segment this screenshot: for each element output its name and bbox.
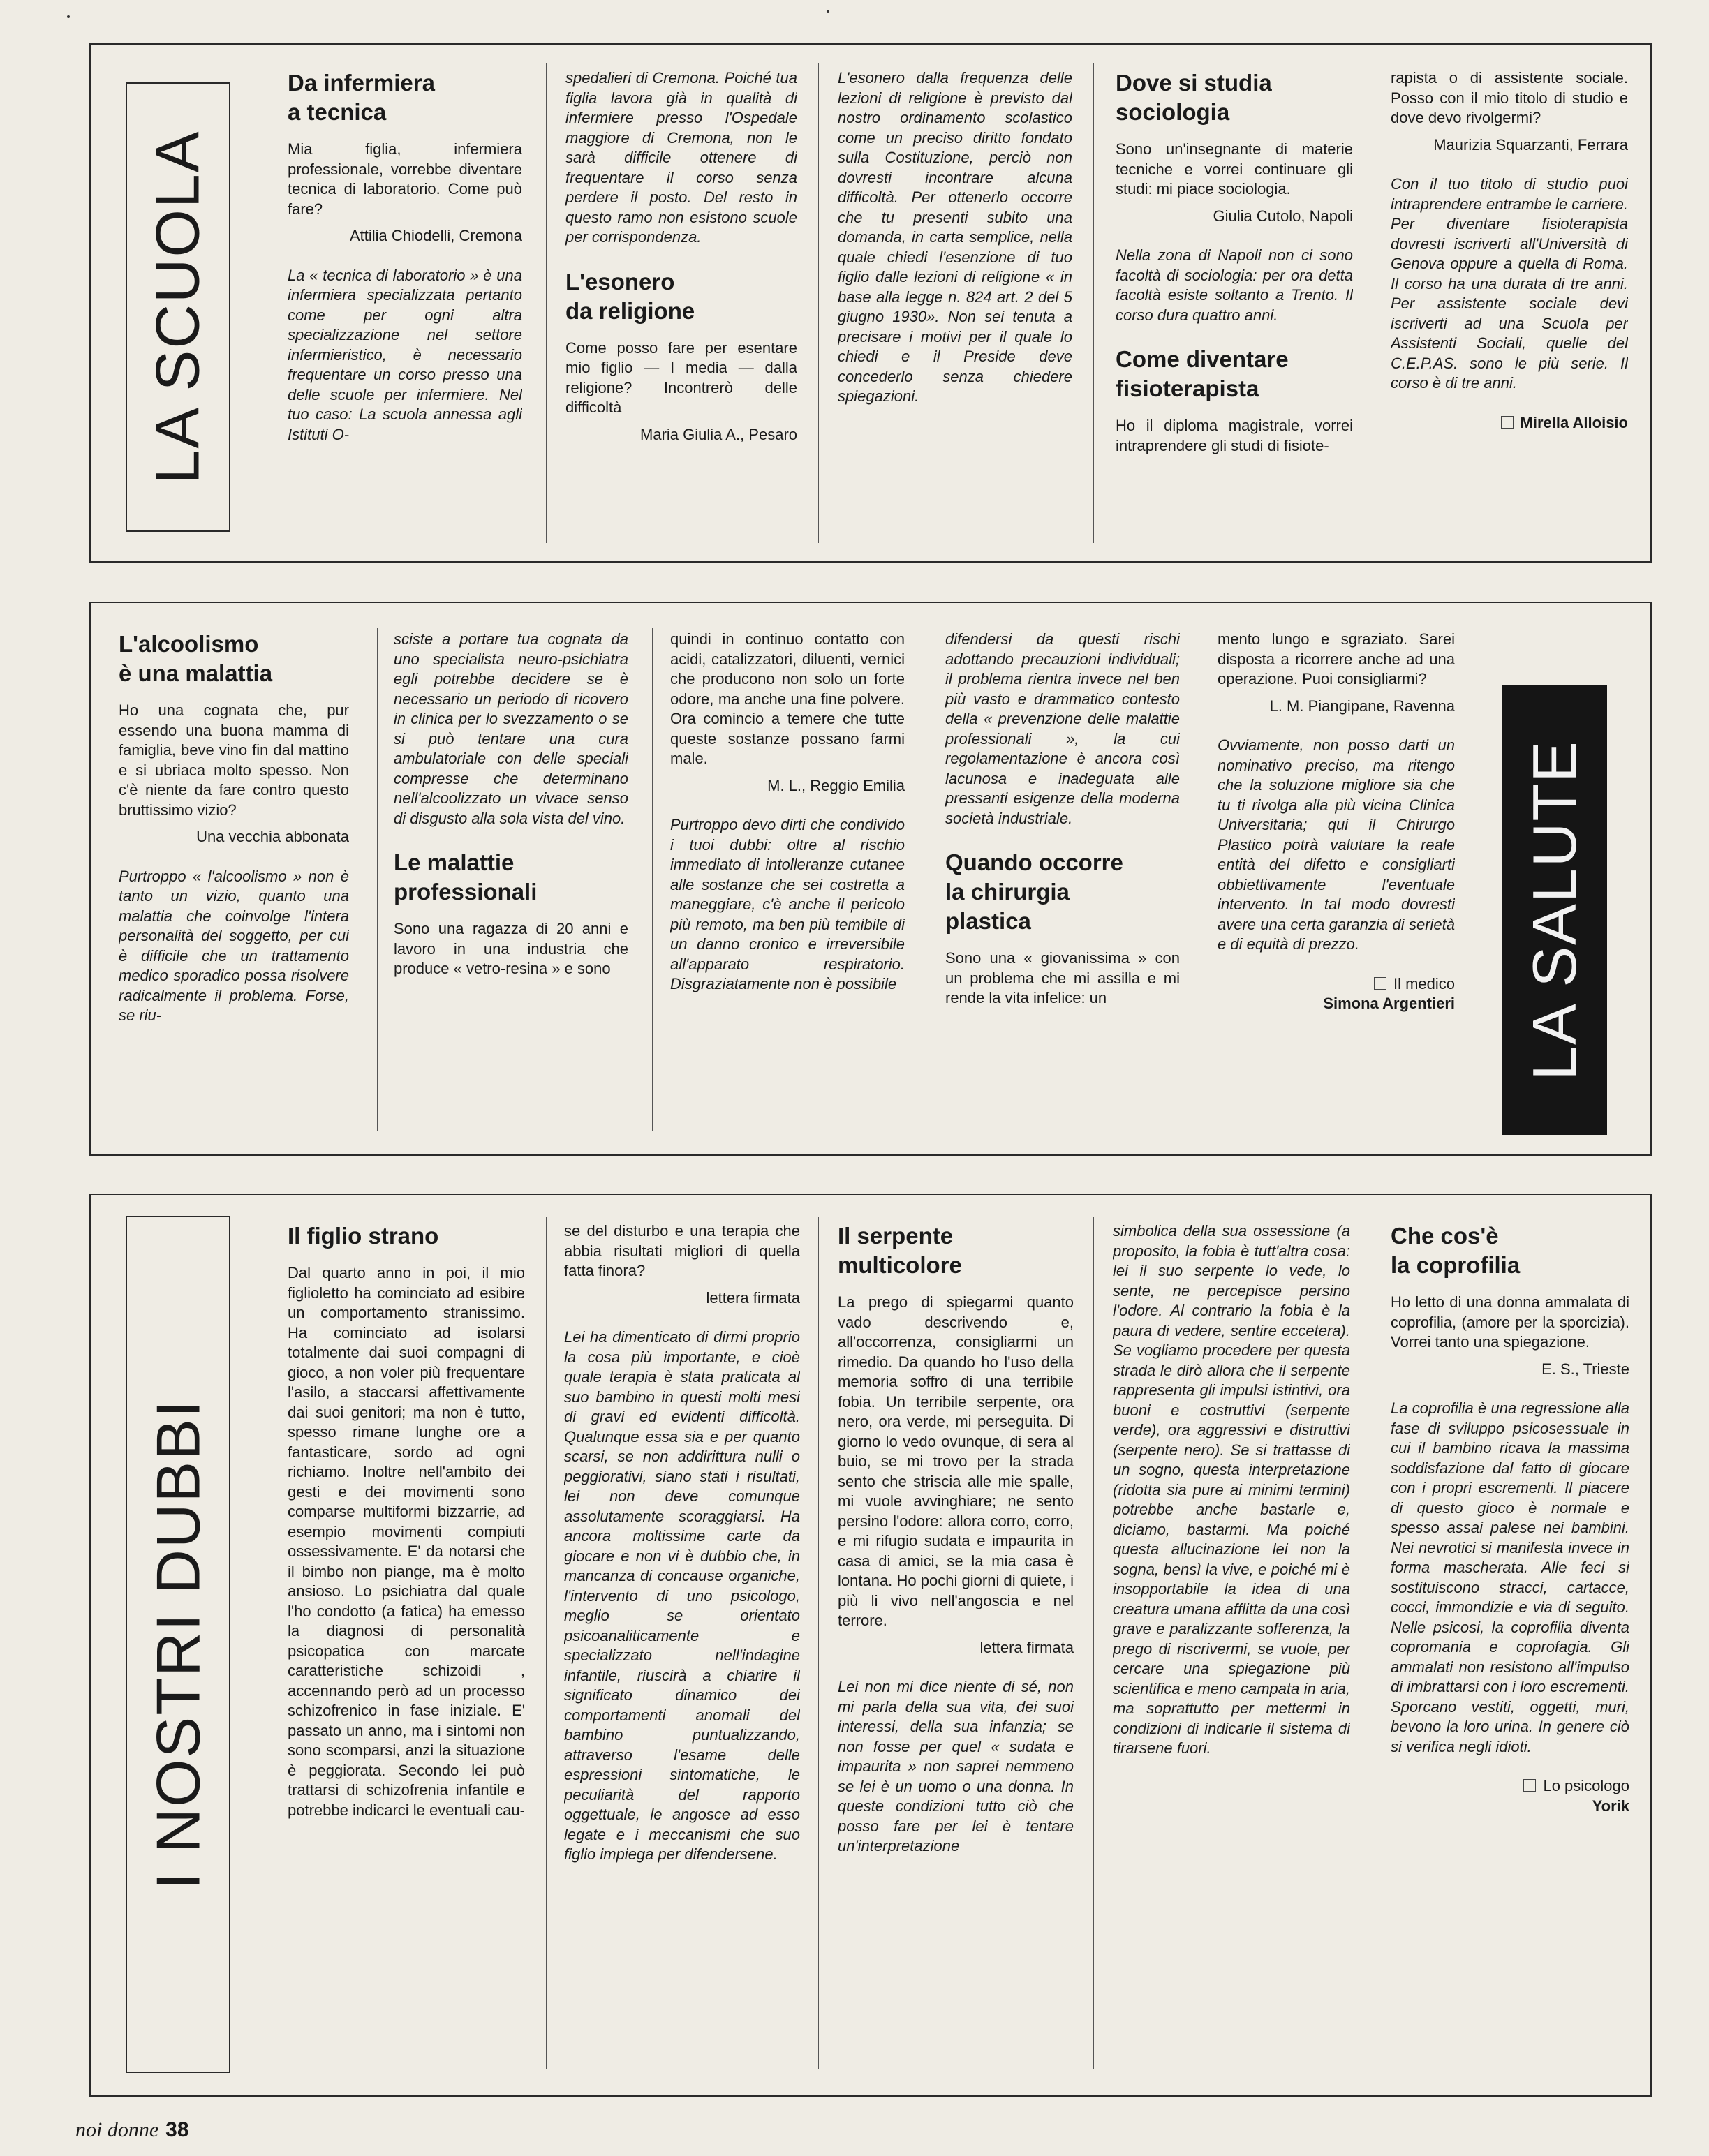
letter-text: Dal quarto anno in poi, il mio figlioletto ha cominciato ad esibire un comportamento stranissimo. Ha cominciato ad isolarsi totalmente dai suoi compagni di gioco, a non voler più frequentare l'asilo, a staccarsi affettivamente dai suoi genitori; ma non è tutto, spesso rimane lunghe ore a fantasticare, sordo ad ogni richiamo. Inoltre nell'ambito dei gesti e dei movimenti sono comparse multiformi bizzarrie, ad esempio movimenti compiuti ossessivamente. E' da notarsi che il bimbo non piange, ma è molto ansioso. Lo psichiatra dal quale l'ho condotto (a fatica) ha emesso la diagnosi di personalità psicopatica con marcate caratteristiche schizoidi , accennando però ad un processo schizofrenico in fase iniziale. E' passato un anno, ma i sintomi non sono scomparsi, anzi la situazione è peggiorata. Secondo lei può trattarsi di schizofrenia infantile e potrebbe indicarci le eventuali cau- [288,1264,525,1819]
article-heading: L'esonero da religione [565,268,695,324]
column-rule [1093,1217,1094,2069]
column-rule [652,628,653,1131]
dubbi-label: I NOSTRI DUBBI [143,1399,212,1890]
author-role: Il medico [1393,974,1455,992]
reply-text: Purtroppo devo dirti che condivido i tuoi dubbi: oltre al rischio immediato di intolleranze cutanee alle sostanze che sei costretta a maneggiare, c'è anche il pericolo più remoto, ma ben più temibile di un danno cronico e irreversibile all'apparato respiratorio. Disgraziatamente non è possibile [670,816,905,992]
letter-text: Sono una ragazza di 20 anni e lavoro in una industria che produce « vetro-resina » e sono [394,920,628,977]
page-number: 38 [165,2118,189,2141]
letter-signature: lettera firmata [706,1288,800,1307]
letter-text: se del disturbo e una terapia che abbia risultati migliori di quella fatta finora? [564,1222,800,1279]
reply-text: La coprofilia è una regressione alla fase di sviluppo psicosessuale in cui il bambino ricava la massima soddisfazione dal fatto di giocare con i propri escrementi. Il piacere di questo gioco è normale e spesso assai palese nei bambini. Nei nevrotici si manifesta invece in forma mascherata. Alle feci si sostituiscono stracci, cartacce, cocci, immondizie e via di seguito. Nelle psicosi, la coprofilia diventa copromania e coprofagia. Gli ammalati non resistono all'impulso di imbrattarsi con i loro escrementi. Sporcano vestiti, oggetti, muri, bevono la loro urina. In genere ciò si verifica negli idioti. [1391,1399,1629,1755]
letter-signature: L. M. Piangipane, Ravenna [1269,697,1455,715]
letter-text: quindi in continuo contatto con acidi, catalizzatori, diluenti, vernici che producono non solo un forte odore, ma anche una fine polvere. Ora comincio a temere che tutte queste sostanze possano farmi male. [670,630,905,767]
reply-text: Con il tuo titolo di studio puoi intraprendere entrambe le carriere. Per diventare fisioterapista dovresti iscriverti all'Università di Genova oppure a quella di Roma. Il corso ha una durata di tre anni. Per assistente sociale devi iscriverti ad una Scuola per Assistenti Sociali, quelle del C.E.P.AS. sono le più serie. Il corso è di tre anni. [1391,175,1628,392]
square-bullet-icon [1501,416,1514,429]
letter-text: La prego di spiegarmi quanto vado descrivendo e, all'occorrenza, consigliarmi un rimedio. Da quando ho l'uso della memoria soffro di una terribile fobia. Un terribile serpente, ora nero, ora verde, mi perseguita. Di giorno lo vedo ovunque, di sera al buio, se mi trovo per la strada sento che striscia alle mie spalle, mi vuole avvinghiare; ne sento persino l'odore: allora corro, corro, e mi rifugio sudata e impaurita in casa di amici, se la mia casa è lontana. Ho pochi giorni di quiete, i più li vivo nell'angoscia e nel terrore. [838,1293,1074,1629]
author-name: Simona Argentieri [1323,995,1455,1012]
column-rule [1093,63,1094,543]
salute-label-box [1502,685,1607,1135]
reply-text: difendersi da questi rischi adottando precauzioni individuali; il problema rientra invece nel ben più vasto e drammatico contesto della « prevenzione delle malattie professionali », la cui regolamentazione è ancora così lacunosa e inadeguata alle pressanti esigenze della moderna società industriale. [945,630,1180,827]
author-credit [1218,974,1455,1014]
scuola-column-1 [288,68,522,537]
article-heading: Come diventare fisioterapista [1116,346,1289,401]
reply-text: Lei ha dimenticato di dirmi proprio la cosa più importante, e cioè quale terapia è stata praticata al suo bambino in questi molti mesi di gravi ed evidenti difficoltà. Qualunque essa sia e per quanto scarsi, se non addirittura nulli o peggiorativi, siano stati i risultati, lei non deve comunque assolutamente scoraggiarsi. Ha ancora moltissime carte da giocare e non vi è dubbio che, in mancanza di concause organiche, l'intervento di uno psicologo, meglio se orientato psicoanaliticamente e specializzato nell'indagine infantile, riuscirà a chiarire il significato dinamico dei comportamenti anomali del bambino puntualizzando, attraverso l'esame delle espressioni sintomatiche, le peculiarità del rapporto oggettuale, le angosce ad esso legate e i meccanismi che suo figlio impiega per difendersene. [564,1328,800,1863]
article-heading: Il figlio strano [288,1223,439,1249]
scuola-column-3 [838,68,1072,537]
letter-text: Sono un'insegnante di materie tecniche e vorrei continuare gli studi: mi piace sociologia. [1116,140,1353,198]
salute-column-3 [670,630,905,1129]
reply-text: simbolica della sua ossessione (a proposito, la fobia è tutt'altra cosa: lei il suo serpente lo vede, lo sente, ne percepisce persino l'odore. Al contrario la fobia è la paura di vedere, sentire eccetera). Se vogliamo procedere per questa strada le dirò allora che il serpente rappresenta gli impulsi istintivi, ora buoni e costruttivi (serpente verde), ora aggressivi e distruttivi (serpente nero). Se si trattasse di un sogno, questa interpretazione (ridotta sia pure ai minimi termini) potrebbe anche bastarle e, diciamo, bastarmi. Ma poiché questa allucinazione lei non la sogna, bensì la vive, e poiché mi è insopportabile la idea di una creatura umana afflitta da una così grave e paralizzante sofferenza, la prego di riscrivermi, se vuole, per cercare una spiegazione più scientifica e meno campata in aria, ma soprattutto per mettermi in condizioni di indicarle il sistema di tirarsene fuori. [1113,1222,1350,1757]
square-bullet-icon [1523,1779,1536,1792]
dubbi-label-box [126,1216,230,2073]
dubbi-column-2 [564,1221,800,2066]
reply-text: sciste a portare tua cognata da uno specialista neuro-psichiatra egli potrebbe decidere se è necessario un periodo di ricovero in clinica per lo svezzamento o se si può tentare una cura ambulatoriale con delle speciali compresse che determinano nell'alcoolizzato un vivace senso di disgusto alla sola vista del vino. [394,630,628,827]
letter-signature: Una vecchia abbonata [196,828,349,845]
reply-text: L'esonero dalla frequenza delle lezioni di religione è previsto dal nostro ordinamento scolastico come un preciso diritto fondato sulla Costituzione, perciò non dovresti incontrare alcuna difficoltà. Per ottenerlo occorre che tu presenti subito una domanda, in carta semplice, nella quale chiedi l'esenzione di tuo figlio dalle lezioni di religione « in base alla legge n. 824 art. 2 del 5 giugno 1930». Non sei tenuta a precisare i motivi per il quale lo chiedi e il Preside deve concederlo senza chiedere spiegazioni. [838,69,1072,405]
reply-text: spedalieri di Cremona. Poiché tua figlia lavora già in qualità di infermiere presso l'Ospedale maggiore di Cremona, non le sarà difficile ottenere di frequentare il corso senza perdere il posto. Del resto in questo ramo non esistono scuole per corrispondenza. [565,69,797,246]
column-rule [546,1217,547,2069]
salute-column-2 [394,630,628,1129]
article-heading: Quando occorre la chirurgia plastica [945,849,1123,934]
letter-signature: Giulia Cutolo, Napoli [1213,207,1353,225]
scuola-label: LA SCUOLA [143,130,212,484]
reply-text: Lei non mi dice niente di sé, non mi parla della sua vita, dei suoi interessi, della sua infanzia; se non fosse per quel « sudata e impaurita » non saprei nemmeno se lei è un uomo o una donna. In queste condizioni tutto ciò che posso fare per lei è tentare un'interpretazione [838,1678,1074,1854]
print-mark [827,10,829,13]
article-heading: Dove si studia sociologia [1116,70,1272,125]
letter-signature: Maurizia Squarzanti, Ferrara [1433,135,1628,154]
scuola-label-box [126,82,230,532]
page-footer [75,2118,189,2142]
scuola-column-2 [565,68,797,537]
salute-column-4 [945,630,1180,1129]
article-heading: Le malattie professionali [394,849,538,905]
dubbi-column-3 [838,1221,1074,2066]
letter-text: rapista o di assistente sociale. Posso con il mio titolo di studio e dove devo rivolgermi? [1391,69,1628,126]
magazine-brand: noi donne [75,2118,159,2141]
article-heading: Il serpente multicolore [838,1223,962,1278]
column-rule [818,63,819,543]
author-credit [1391,413,1628,433]
author-name: Yorik [1592,1797,1629,1815]
article-heading: L'alcoolismo è una malattia [119,631,273,686]
column-rule [377,628,378,1131]
letter-text: Sono una « giovanissima » con un problema che mi assilla e mi rende la vita infelice: un [945,949,1180,1006]
salute-column-1 [119,630,349,1129]
letter-signature: Maria Giulia A., Pesaro [640,425,797,443]
letter-signature: E. S., Trieste [1541,1360,1629,1378]
reply-text: Ovviamente, non posso darti un nominativo preciso, ma ritengo che la soluzione migliore sia che tu ti rivolga alla più vicina Clinica Universitaria; qui il Chirurgo Plastico potrà valutare la reale entità del difetto e consigliarti obbiettivamente l'eventuale intervento. In tal modo dovresti avere una certa garanzia di serietà e di equità di prezzo. [1218,736,1455,953]
letter-text: Ho letto di una donna ammalata di coprofilia, (amore per la sporcizia). Vorrei tanto una spiegazione. [1391,1293,1629,1351]
column-rule [818,1217,819,2069]
letter-signature: lettera firmata [979,1638,1074,1656]
letter-text: Ho una cognata che, pur essendo una buona mamma di famiglia, beve vino fin dal mattino e si ubriaca molto spesso. Non c'è niente da fare contro questo bruttissimo vizio? [119,701,349,819]
article-heading: Che cos'è la coprofilia [1391,1223,1521,1278]
dubbi-column-5 [1391,1221,1629,2066]
article-heading: Da infermiera a tecnica [288,70,435,125]
print-mark [67,15,70,18]
reply-text: Purtroppo « l'alcoolismo » non è tanto un vizio, quanto una malattia che coinvolge l'intera personalità del soggetto, per cui è difficile che un trattamento medico sporadico possa risolvere radicalmente il problema. Forse, se riu- [119,867,349,1024]
letter-signature: M. L., Reggio Emilia [767,776,905,794]
salute-column-5 [1218,630,1455,1129]
letter-text: Ho il diploma magistrale, vorrei intraprendere gli studi di fisiote- [1116,417,1353,454]
letter-text: Come posso fare per esentare mio figlio — I media — dalla religione? Incontrerò delle difficoltà [565,339,797,416]
author-role: Lo psicologo [1543,1777,1629,1794]
column-rule [546,63,547,543]
salute-label: LA SALUTE [1520,740,1589,1080]
reply-text: Nella zona di Napoli non ci sono facoltà di sociologia: per ora detta facoltà esiste soltanto a Trento. Il corso dura quattro anni. [1116,246,1353,324]
dubbi-column-4 [1113,1221,1350,2066]
author-credit [1391,1776,1629,1816]
letter-text: Mia figlia, infermiera professionale, vorrebbe diventare tecnica di laboratorio. Come può fare? [288,140,522,218]
square-bullet-icon [1374,977,1386,990]
author-name: Mirella Alloisio [1520,413,1628,431]
reply-text: La « tecnica di laboratorio » è una infermiera specializzata pertanto come per ogni altra specializzazione nel settore infermieristico, è necessario frequentare un corso presso una delle scuole per infermiere. Nel tuo caso: La scuola annessa agli Istituti O- [288,266,522,443]
letter-signature: Attilia Chiodelli, Cremona [350,227,522,244]
letter-text: mento lungo e sgraziato. Sarei disposta a ricorrere anche ad una operazione. Puoi consigliarmi? [1218,630,1455,687]
scuola-column-5 [1391,68,1628,550]
dubbi-column-1 [288,1221,525,2066]
scuola-column-4 [1116,68,1353,537]
